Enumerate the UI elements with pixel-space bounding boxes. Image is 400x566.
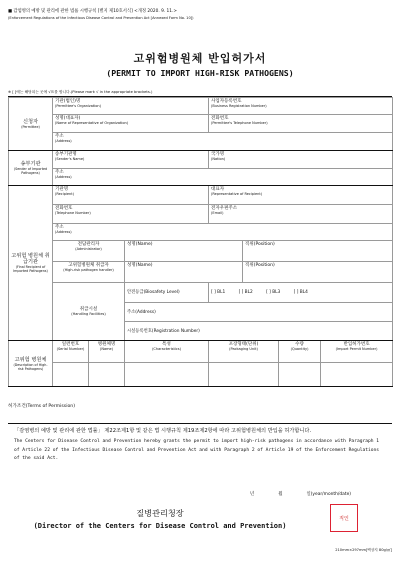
applicant-row-2 xyxy=(9,115,393,133)
applicant-rep-label-en: (Name of Representative of Organization) xyxy=(55,121,129,125)
safety-level-label: 안전등급(Biosafety Level) xyxy=(127,290,180,295)
applicant-phone-field[interactable] xyxy=(209,115,393,133)
bl1-checkbox[interactable]: [ ] BL1 xyxy=(211,290,226,295)
col-permit-no xyxy=(321,341,393,363)
sender-nation-label: 국가명 xyxy=(211,152,225,157)
terms-of-permission[interactable] xyxy=(8,403,392,424)
official-seal-box xyxy=(330,504,358,532)
applicant-row-3 xyxy=(9,133,393,151)
day-label: 일(year/month/date) xyxy=(306,492,352,497)
col-serial-label-en: (Serial Number) xyxy=(56,347,85,351)
facility-reg-label: 시설등록번호(Registration Number) xyxy=(127,328,200,334)
col-packaging-label-en: (Packaging Unit) xyxy=(229,347,258,351)
applicant-rep-field[interactable] xyxy=(53,115,209,133)
handler-admin-label: 전담관리자 xyxy=(77,242,100,247)
col-characteristics xyxy=(125,341,209,363)
col-packaging-label: 포장형태(단위) xyxy=(228,342,259,347)
facility-label: 취급시설 xyxy=(79,307,98,312)
sender-address-label: 주소 xyxy=(55,170,64,175)
document-title xyxy=(0,50,400,78)
authority-korean: 질병관리청장 xyxy=(136,508,184,518)
applicant-bizno-label: 사업자등록번호 xyxy=(211,99,242,104)
sender-name-label-en: (Sender's Name) xyxy=(55,157,85,161)
sender-row-1 xyxy=(9,151,393,169)
paper-spec-footer: 210mm×297mm[백상지 80g/㎡] xyxy=(335,548,392,552)
year-label: 년 xyxy=(250,492,255,497)
authority-english: (Director of the Centers for Disease Control and Prevention) xyxy=(33,522,287,530)
sender-address-field[interactable] xyxy=(53,169,393,186)
handler-address-field[interactable] xyxy=(53,224,393,241)
permit-form xyxy=(8,96,392,387)
col-name-label: 병원체명 xyxy=(97,342,116,347)
handler-email-label: 전자우편주소 xyxy=(211,206,238,211)
grant-statement xyxy=(8,424,392,464)
instruction-note: ※ [ ]에는 해당되는 곳에 √표를 합니다.(Please mark √ in the appropriate brackets.) xyxy=(8,90,153,94)
safety-level-label-cell xyxy=(125,283,209,303)
issuing-authority xyxy=(0,508,320,530)
handler-phone-field[interactable] xyxy=(53,205,209,224)
title-korean: 고위험병원체 반입허가서 xyxy=(133,52,267,65)
facility-reg-field[interactable] xyxy=(125,322,393,341)
form-header xyxy=(8,9,392,21)
applicant-org-label: 기관(법인)명 xyxy=(55,99,81,104)
facility-address-field[interactable] xyxy=(125,303,393,322)
facility-level-row xyxy=(9,283,393,303)
sender-row-2 xyxy=(9,169,393,186)
col-quantity-label-en: (Quantity) xyxy=(290,347,309,351)
col-packaging xyxy=(209,341,279,363)
applicant-address-field[interactable] xyxy=(53,133,393,151)
col-permit-no-label: 반입허가번호 xyxy=(343,342,370,347)
handler-admin-row xyxy=(9,241,393,262)
quantity-input[interactable] xyxy=(279,363,321,387)
col-serial-label: 일련번호 xyxy=(61,342,80,347)
handler-admin-cell xyxy=(53,241,125,262)
applicant-section-label-en: (Permittee) xyxy=(21,125,40,129)
terms-of-permission-label: 허가조건(Terms of Permission) xyxy=(8,404,75,409)
form-reference-en: (Enforcement Regulations of the Infectious Disease Control and Prevention Act [Annexed Form No. 10]) xyxy=(8,16,194,20)
handler-section-label: 고위험 병원체 취급기관 xyxy=(11,253,50,265)
applicant-phone-label-en: (Permittee's Telephone Number) xyxy=(211,121,268,125)
bl4-checkbox[interactable]: [ ] BL4 xyxy=(293,290,308,295)
handler-admin-position-field[interactable] xyxy=(243,241,393,262)
characteristics-input[interactable] xyxy=(125,363,209,387)
title-english: (PERMIT TO IMPORT HIGH-RISK PATHOGENS) xyxy=(106,68,294,78)
handler-person-position-field[interactable] xyxy=(243,262,393,283)
pathogen-section-label-en: (Description of High-risk Pathogens) xyxy=(13,362,48,371)
name-input[interactable] xyxy=(89,363,125,387)
pathogen-section-label: 고위험 병원체 xyxy=(14,356,47,363)
handler-org-label-en: (Recipient) xyxy=(55,192,74,196)
handler-address-label: 주소 xyxy=(55,225,64,230)
handler-org-label: 기관명 xyxy=(55,187,69,192)
sender-section-label-en: (Sender of Imported Pathogens) xyxy=(13,167,48,175)
col-serial xyxy=(53,341,89,363)
form-table xyxy=(8,97,393,387)
applicant-phone-label: 전화번호 xyxy=(211,116,229,121)
handler-rep-label-en: (Representative of Recipient) xyxy=(211,192,263,196)
sender-address-label-en: (Address) xyxy=(55,175,72,179)
handler-row-2 xyxy=(9,205,393,224)
handler-phone-label: 전화번호 xyxy=(55,206,73,211)
issue-date xyxy=(250,491,351,497)
handler-admin-position-label: 직위(Position) xyxy=(245,242,275,247)
handler-person-label-en: (High-risk pathogen handler) xyxy=(63,268,114,272)
handler-person-position-label: 직위(Position) xyxy=(245,263,275,268)
applicant-rep-label: 성명(대표자) xyxy=(55,116,81,121)
col-name xyxy=(89,341,125,363)
sender-nation-field[interactable] xyxy=(209,151,393,169)
applicant-org-field[interactable] xyxy=(53,98,209,115)
grant-statement-english: The Centers for Disease Control and Prevention hereby grants the permit to import high-risk pathogens in accordance with Paragraph 1 of Article 22 of the Infectious Disease Control and Prevention Act and with Paragraph 2 of Article 19 of the Enforcement Regulations of the said Act. xyxy=(14,439,380,462)
handler-email-field[interactable] xyxy=(209,205,393,224)
facility-address-label: 주소(Address) xyxy=(127,309,156,315)
pathogen-header-row xyxy=(9,341,393,363)
bl3-checkbox[interactable]: [ ] BL3 xyxy=(266,290,281,295)
facility-label-en: (Handling Facilities) xyxy=(71,312,106,316)
handler-section-label-en: (Final Recipient of Imported Pathogens) xyxy=(13,265,48,273)
applicant-bizno-label-en: (Business Registration Number) xyxy=(211,104,267,108)
sender-section xyxy=(9,151,53,186)
handler-person-row xyxy=(9,262,393,283)
handler-row-1 xyxy=(9,186,393,205)
col-permit-no-label-en: (Import Permit Number) xyxy=(335,347,378,351)
safety-level-options xyxy=(209,283,393,303)
grant-statement-korean: 「감염병의 예방 및 관리에 관한 법률」 제22조제1항 및 같은 법 시행규칙 제19조제2항에 따라 고위험병원체의 반입을 허가합니다. xyxy=(14,428,312,434)
sender-section-label: 송부기관 xyxy=(20,161,41,167)
col-name-label-en: (Name) xyxy=(99,347,114,351)
col-characteristics-label-en: (Characteristics) xyxy=(152,347,181,351)
handler-address-label-en: (Address) xyxy=(55,230,72,234)
handler-org-field[interactable] xyxy=(53,186,209,205)
serial-input[interactable] xyxy=(53,363,89,387)
sender-name-label: 송부기관명 xyxy=(55,152,77,157)
handler-person-name-label: 성명(Name) xyxy=(127,263,153,268)
month-label: 월 xyxy=(278,492,283,497)
applicant-section-label: 신청자 xyxy=(22,119,39,125)
pathogen-section xyxy=(9,341,53,387)
handler-admin-name-field[interactable] xyxy=(125,241,243,262)
pathogen-entry-row xyxy=(9,363,393,387)
applicant-address-label-en: (Address) xyxy=(55,139,72,143)
col-characteristics-label: 특성 xyxy=(162,342,171,347)
handler-phone-label-en: (Telephone Number) xyxy=(55,211,91,215)
bl2-checkbox[interactable]: [ ] BL2 xyxy=(238,290,253,295)
sender-nation-label-en: (Nation) xyxy=(211,157,226,161)
applicant-org-label-en: (Permittee's Organization) xyxy=(55,104,101,108)
form-reference: ■ 감염병의 예방 및 관리에 관한 법률 시행규칙 [별지 제10호서식] <개정 2020. 9. 11.> xyxy=(8,9,177,14)
handler-row-3 xyxy=(9,224,393,241)
handler-person-cell xyxy=(53,262,125,283)
col-quantity-label: 수량 xyxy=(295,342,304,347)
applicant-section xyxy=(9,98,53,151)
col-quantity xyxy=(279,341,321,363)
handler-email-label-en: (Email) xyxy=(211,211,224,215)
handler-rep-field[interactable] xyxy=(209,186,393,205)
handler-admin-label-en: (Administrator) xyxy=(75,247,102,251)
handler-rep-label: 대표자 xyxy=(211,187,225,192)
handler-admin-name-label: 성명(Name) xyxy=(127,242,153,247)
handler-section xyxy=(9,186,53,341)
handler-person-label: 고위험병원체 취급자 xyxy=(68,263,109,268)
facility-cell xyxy=(53,283,125,341)
applicant-row-1 xyxy=(9,98,393,115)
applicant-address-label: 주소 xyxy=(55,134,64,139)
applicant-bizno-field[interactable] xyxy=(209,98,393,115)
packaging-input[interactable] xyxy=(209,363,279,387)
seal-label: 직인 xyxy=(339,515,349,522)
handler-person-name-field[interactable] xyxy=(125,262,243,283)
sender-name-field[interactable] xyxy=(53,151,209,169)
permit-no-input[interactable] xyxy=(321,363,393,387)
